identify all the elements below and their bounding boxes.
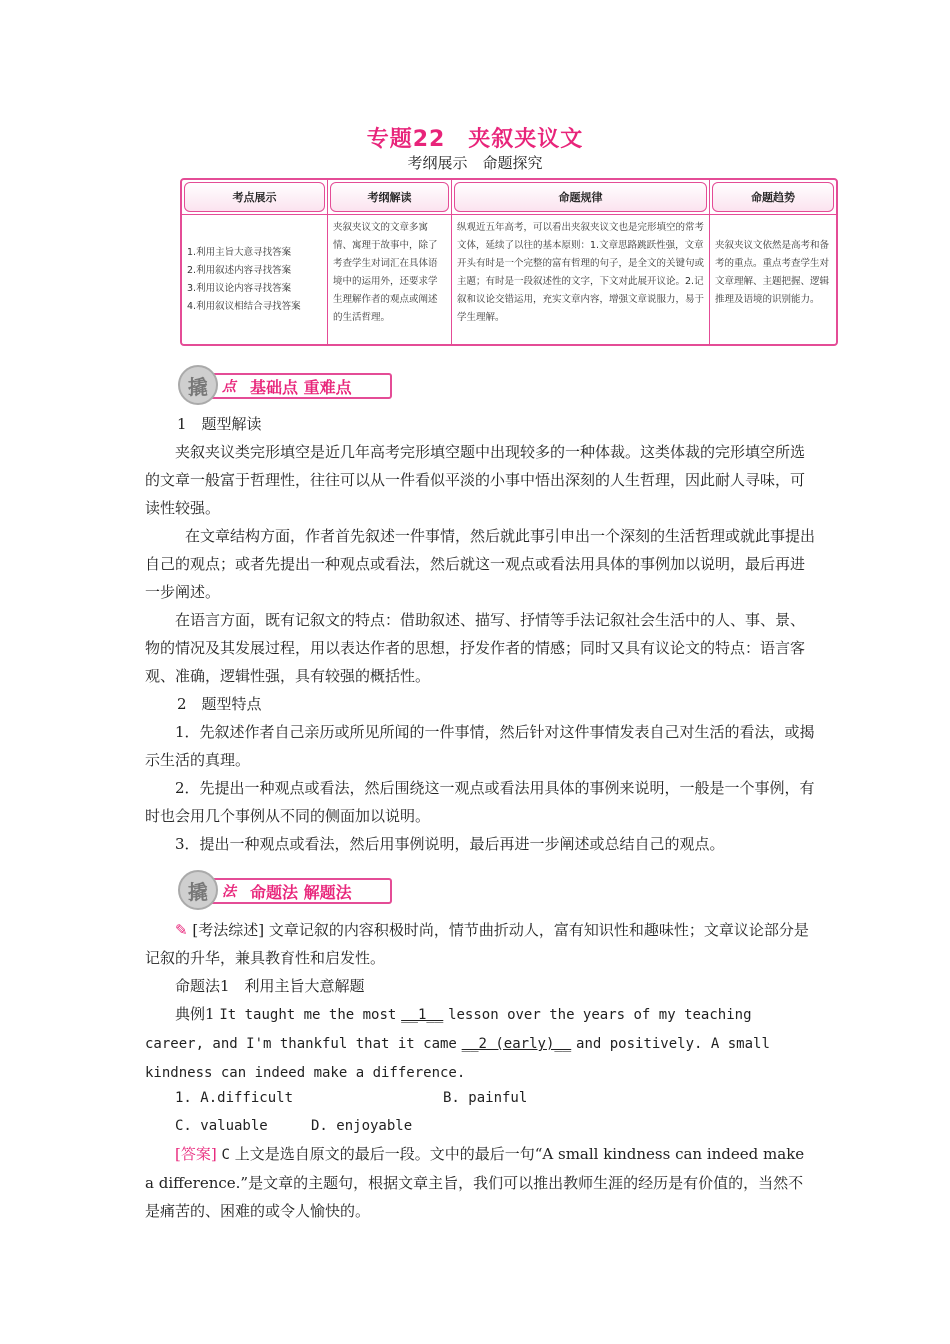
method-heading: 命题法1 利用主旨大意解题 [175,977,365,995]
option-d: D. enjoyable [311,1118,413,1134]
example-label: 典例1 [175,1005,215,1023]
section-banner-methods [178,870,394,910]
table-column-kaodian [182,180,328,344]
section-heading [145,690,815,718]
table-header: 考纲解读 [330,182,449,212]
blank-2: __2 (early)__ [461,1036,572,1052]
paragraph: 夹叙夹议类完形填空是近几年高考完形填空题中出现较多的一种体裁。这类体裁的完形填空所选的文章一般富于哲理性，往往可以从一件看似平淡的小事中悟出深刻的人生哲理，因此耐人寻味，可读性较强。 [145,443,806,517]
option-c: C. valuable [175,1118,268,1134]
section-heading [145,410,815,438]
list-item: 4.利用叙议相结合寻找答案 [187,300,301,312]
table-column-kaogang [328,180,452,344]
table-header: 命题规律 [454,182,707,212]
example-part: and positively. A small kindness can indeed make a difference. [145,1036,770,1081]
example-text [145,1000,815,1087]
list-item: 2．先提出一种观点或看法，然后围绕这一观点或看法用具体的事例来说明，一般是一个事例，有时也会用几个事例从不同的侧面加以说明。 [145,779,815,825]
answer-text: 上文是选自原文的最后一段。文中的最后一句“A small kindness can indeed make a difference.”是文章的主题句，根据文章主旨，我们可以推出教师生涯的经历是有价值的，当然不是痛苦的、困难的或令人愉快的。 [145,1145,805,1220]
option-a: 1. A.difficult [175,1090,294,1106]
heading-text: 1 题型解读 [177,415,262,433]
list-item: 3.利用议论内容寻找答案 [187,282,292,294]
table-cell: 夹叙夹议文的文章多寓情、寓理于故事中，除了考查学生对词汇在具体语境中的运用外，还要求学生理解作者的观点或阐述的生活哲理。 [328,214,451,344]
banner-title: 基础点 重难点 [250,377,352,397]
banner-tag: 点 [222,379,236,395]
list-item: 1．先叙述作者自己亲历或所见所闻的一件事情，然后针对这件事情发表自己对生活的看法，或揭示生活的真理。 [145,723,815,769]
pry-icon: 撬 [178,365,218,405]
overview-table [180,178,838,346]
page-title: 专题22 夹叙夹议文 [366,127,584,152]
option-b: B. painful [443,1090,528,1106]
kaofa-text: 文章记叙的内容积极时尚，情节曲折动人，富有知识性和趣味性；文章议论部分是记叙的升华，兼具教育性和启发性。 [145,921,809,967]
page-subtitle: 考纲展示 命题探究 [407,154,543,172]
table-column-qushi [710,180,836,344]
example-part: lesson over the years of my teaching career, and I'm thankful that it came [145,1007,752,1052]
answer-label: [答案] [175,1145,217,1163]
pen-icon: ✎ [175,921,188,939]
table-cell [182,214,327,344]
banner-bar [208,878,392,904]
banner-bar [208,373,392,399]
paragraph: 在语言方面，既有记叙文的特点：借助叙述、描写、抒情等手法记叙社会生活中的人、事、景、物的情况及其发展过程，用以表达作者的思想，抒发作者的情感；同时又具有议论文的特点：语言客观、准确，逻辑性强，具有较强的概括性。 [145,611,806,685]
list-item: 3．提出一种观点或看法，然后用事例说明，最后再进一步阐述或总结自己的观点。 [175,835,725,853]
table-header: 命题趋势 [712,182,834,212]
banner-tag: 法 [222,884,236,900]
example-part: It taught me the most [219,1007,397,1023]
paragraph: 在文章结构方面，作者首先叙述一件事情，然后就此事引申出一个深刻的生活哲理或就此事提出自己的观点；或者先提出一种观点或看法，然后就这一观点或看法用具体的事例加以说明，最后再进一步阐述。 [145,527,816,601]
answer-letter: C [221,1147,230,1163]
table-column-guilv [452,180,710,344]
pry-icon: 撬 [178,870,218,910]
table-header: 考点展示 [184,182,325,212]
kaofa-label: [考法综述] [192,921,265,939]
heading-text: 2 题型特点 [177,695,262,713]
blank-1: __1__ [401,1007,444,1023]
list-item: 1.利用主旨大意寻找答案 [187,246,292,258]
list-item: 2.利用叙述内容寻找答案 [187,264,292,276]
table-cell: 纵观近五年高考，可以看出夹叙夹议文也是完形填空的常考文体，延续了以往的基本原则：1.文章思路跳跃性强，文章开头有时是一个完整的富有哲理的句子，是全文的关键句或主题；有时是一段叙述性的文字，下文对此展开议论。2.记叙和议论交错运用，充实文章内容，增强文章说服力，易于学生理解。 [452,214,709,344]
kaofa-summary [145,916,815,972]
table-cell: 夹叙夹议文依然是高考和备考的重点。重点考查学生对文章理解、主题把握、逻辑推理及语境的识别能力。 [710,214,836,344]
banner-title: 命题法 解题法 [250,882,352,902]
section-banner-basics [178,365,394,405]
answer [145,1140,815,1225]
